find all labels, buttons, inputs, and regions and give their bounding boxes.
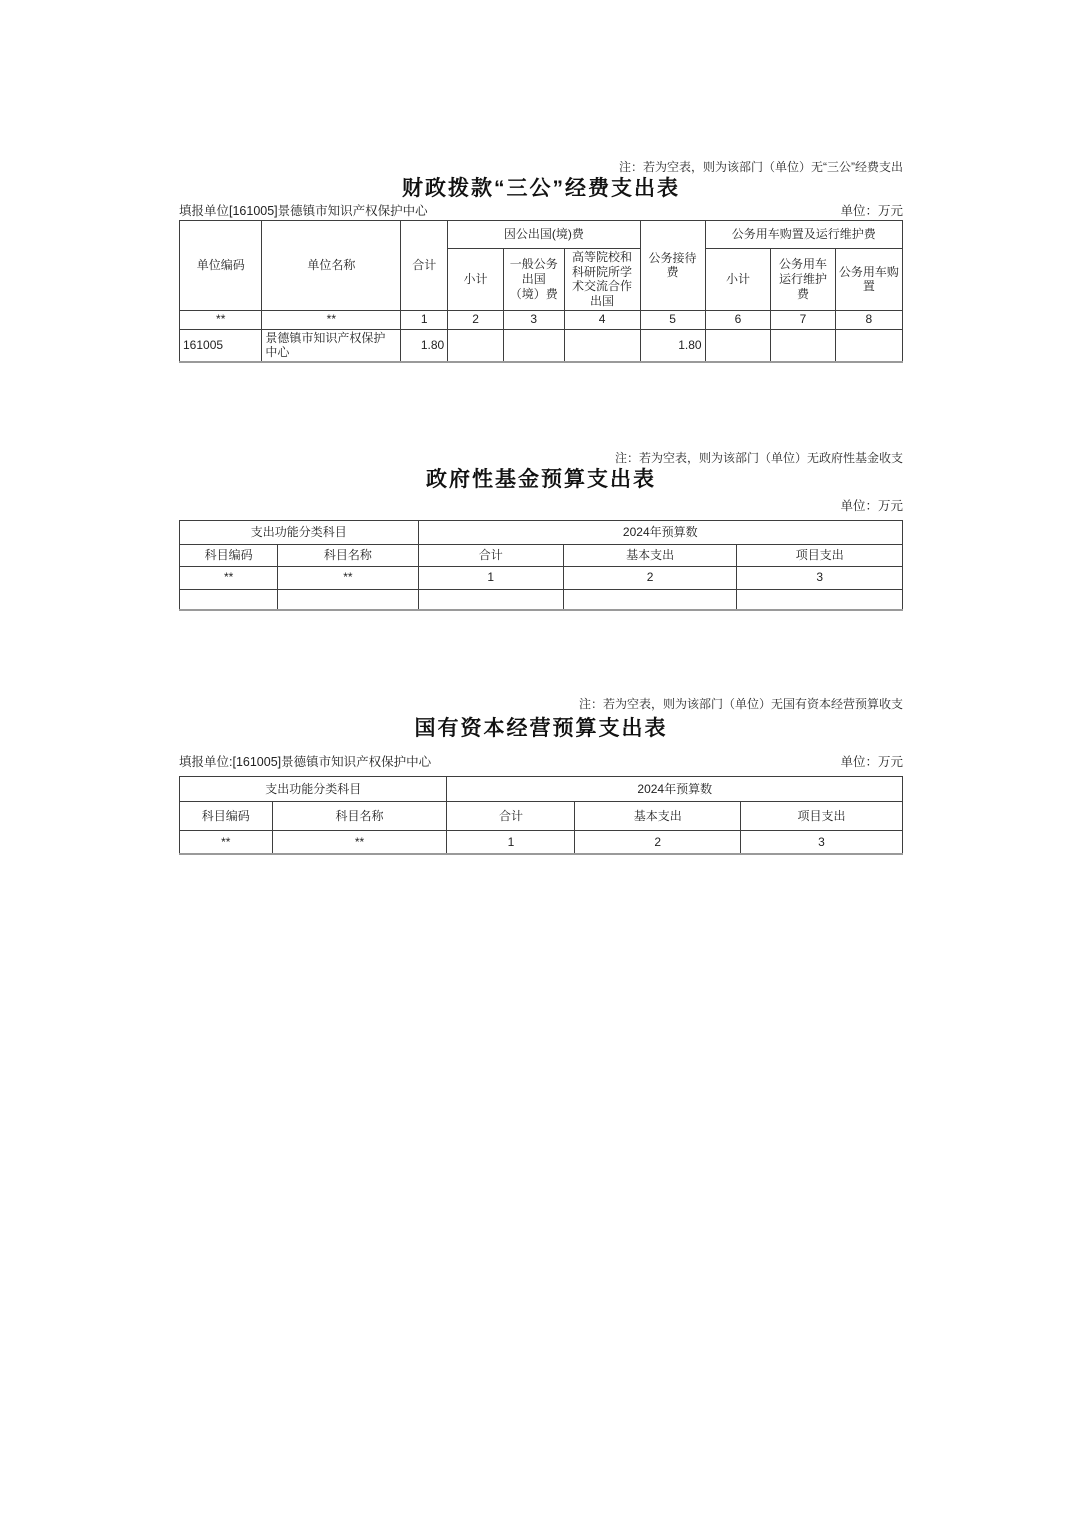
- col-header-abroad-general: 一般公务出国（境）费: [503, 249, 564, 311]
- table1-data-row: [180, 329, 903, 362]
- col-group-vehicle-expense: 公务用车购置及运行维护费: [705, 221, 902, 249]
- table1-meta-row: [179, 204, 903, 218]
- col-group-function-classification: 支出功能分类科目: [180, 520, 419, 544]
- table2-empty-row: [180, 589, 903, 610]
- col-group-budget-2024: 2024年预算数: [418, 520, 902, 544]
- government-fund-budget-table: [179, 520, 903, 612]
- cell-vehicle-maintenance: [771, 329, 835, 362]
- index-cell: **: [262, 310, 401, 329]
- col-header-abroad-academic: 高等院校和科研院所学术交流合作出国: [564, 249, 640, 311]
- cell-unit-code: 161005: [180, 329, 262, 362]
- col-header-total: 合计: [418, 544, 563, 566]
- cell-abroad-general: [503, 329, 564, 362]
- table1-unit-label: 单位：万元: [840, 204, 903, 218]
- index-cell: 1: [401, 310, 448, 329]
- col-header-reception: 公务接待费: [640, 221, 705, 311]
- col-header-subject-code: 科目编码: [180, 802, 273, 831]
- index-cell: **: [180, 310, 262, 329]
- col-header-vehicle-maintenance: 公务用车运行维护费: [771, 249, 835, 311]
- state-capital-budget-table: [179, 776, 903, 855]
- empty-cell: [278, 589, 418, 610]
- index-cell: **: [180, 566, 278, 589]
- table2-note: 注：若为空表，则为该部门（单位）无政府性基金收支: [614, 450, 903, 465]
- table3-meta-row: [179, 755, 903, 769]
- col-group-budget-2024: 2024年预算数: [447, 777, 903, 802]
- cell-reception: 1.80: [640, 329, 705, 362]
- index-cell: **: [278, 566, 418, 589]
- index-cell: 1: [447, 831, 575, 854]
- table3-index-row: [180, 831, 903, 854]
- index-cell: 2: [575, 831, 741, 854]
- cell-abroad-academic: [564, 329, 640, 362]
- index-cell: 4: [564, 310, 640, 329]
- table1-reporting-unit: 填报单位[161005]景德镇市知识产权保护中心: [179, 204, 428, 218]
- index-cell: 3: [741, 831, 903, 854]
- index-cell: **: [180, 831, 273, 854]
- index-cell: 2: [448, 310, 504, 329]
- cell-unit-name: 景德镇市知识产权保护中心: [262, 329, 401, 362]
- col-header-abroad-subtotal: 小计: [448, 249, 504, 311]
- index-cell: 7: [771, 310, 835, 329]
- three-public-expense-table: [179, 220, 903, 363]
- page-content: [179, 160, 903, 855]
- col-header-project-expense: 项目支出: [741, 802, 903, 831]
- table3-note: 注：若为空表，则为该部门（单位）无国有资本经营预算收支: [578, 697, 903, 712]
- col-header-unit-name: 单位名称: [262, 221, 401, 311]
- col-group-abroad-expense: 因公出国(境)费: [448, 221, 640, 249]
- table2-unit-label: 单位：万元: [840, 498, 903, 513]
- table3-unit-label: 单位：万元: [840, 755, 903, 770]
- col-header-total: 合计: [447, 802, 575, 831]
- cell-total: 1.80: [401, 329, 448, 362]
- empty-cell: [737, 589, 903, 610]
- table1-note: 注：若为空表，则为该部门（单位）无“三公”经费支出: [619, 160, 903, 174]
- index-cell: 2: [563, 566, 737, 589]
- col-header-vehicle-subtotal: 小计: [705, 249, 771, 311]
- cell-abroad-subtotal: [448, 329, 504, 362]
- col-header-project-expense: 项目支出: [737, 544, 903, 566]
- col-header-subject-name: 科目名称: [278, 544, 418, 566]
- cell-vehicle-subtotal: [705, 329, 771, 362]
- table2-index-row: [180, 566, 903, 589]
- index-cell: 3: [503, 310, 564, 329]
- col-header-vehicle-purchase: 公务用车购置: [835, 249, 902, 311]
- table1-index-row: [180, 310, 903, 329]
- table3-reporting-unit: 填报单位:[161005]景德镇市知识产权保护中心: [179, 755, 432, 770]
- empty-cell: [418, 589, 563, 610]
- empty-cell: [180, 589, 278, 610]
- index-cell: 1: [418, 566, 563, 589]
- index-cell: 8: [835, 310, 902, 329]
- index-cell: 5: [640, 310, 705, 329]
- cell-vehicle-purchase: [835, 329, 902, 362]
- col-group-function-classification: 支出功能分类科目: [180, 777, 447, 802]
- index-cell: **: [272, 831, 447, 854]
- index-cell: 3: [737, 566, 903, 589]
- col-header-unit-code: 单位编码: [180, 221, 262, 311]
- col-header-subject-code: 科目编码: [180, 544, 278, 566]
- table1-title: 财政拨款“三公”经费支出表: [402, 177, 680, 200]
- col-header-basic-expense: 基本支出: [575, 802, 741, 831]
- index-cell: 6: [705, 310, 771, 329]
- table3-title: 国有资本经营预算支出表: [414, 717, 668, 741]
- col-header-subject-name: 科目名称: [272, 802, 447, 831]
- empty-cell: [563, 589, 737, 610]
- col-header-basic-expense: 基本支出: [563, 544, 737, 566]
- table2-title: 政府性基金预算支出表: [426, 467, 656, 491]
- col-header-total: 合计: [401, 221, 448, 311]
